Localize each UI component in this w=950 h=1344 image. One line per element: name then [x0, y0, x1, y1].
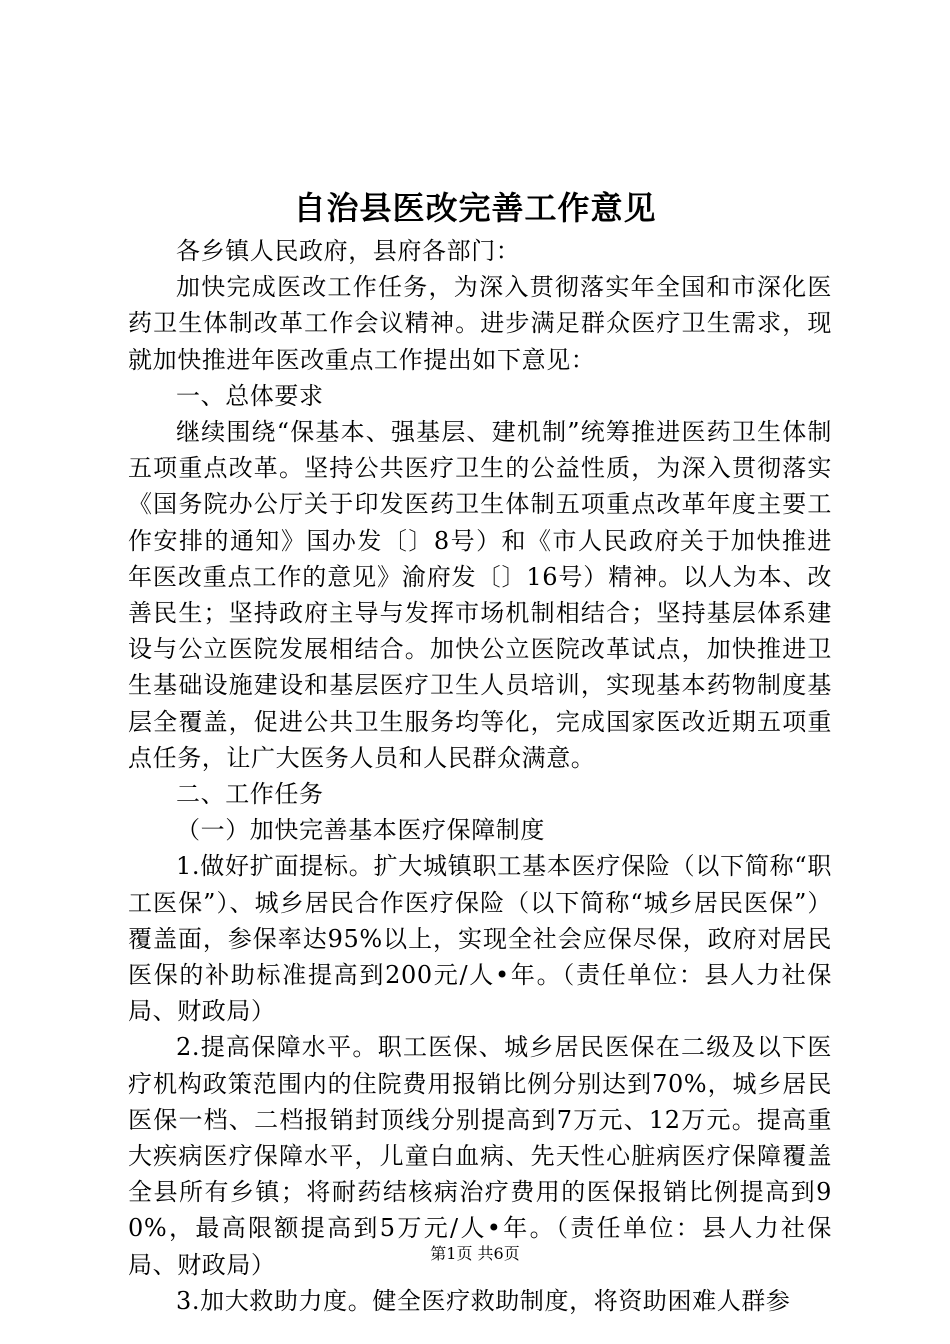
- intro-paragraph: 加快完成医改工作任务，为深入贯彻落实年全国和市深化医药卫生体制改革工作会议精神。进步满足群众医疗卫生需求，现就加快推进年医改重点工作提出如下意见：: [128, 273, 832, 374]
- document-body: [128, 233, 832, 1319]
- section-heading-work-tasks: 二、工作任务: [176, 780, 324, 809]
- salutation-paragraph: 各乡镇人民政府，县府各部门：: [176, 237, 521, 265]
- task-item-3: 3.加大救助力度。健全医疗救助制度，将资助困难人群参: [176, 1286, 791, 1315]
- task-item-1: 1.做好扩面提标。扩大城镇职工基本医疗保险（以下简称“职工医保”）、城乡居民合作医疗保险（以下简称“城乡居民医保”）覆盖面，参保率达95%以上，实现全社会应保尽保，政府对居民医保的补助标准提高到200元/人•年。（责任单位：县人力社保局、财政局）: [128, 852, 832, 1026]
- section-heading-general-requirements: 一、总体要求: [176, 381, 324, 410]
- subsection-heading-medical-insurance: （一）加快完善基本医疗保障制度: [176, 816, 545, 845]
- document-title: 自治县医改完善工作意见: [293, 189, 657, 227]
- task-item-2: 2.提高保障水平。职工医保、城乡居民医保在二级及以下医疗机构政策范围内的住院费用报销比例分别达到70%，城乡居民医保一档、二档报销封顶线分别提高到7万元、12万元。提高重大疾病医疗保障水平，儿童白血病、先天性心脏病医疗保障覆盖全县所有乡镇；将耐药结核病治疗费用的医保报销比例提高到90%，最高限额提高到5万元/人•年。（责任单位：县人力社保局、财政局）: [128, 1033, 832, 1279]
- general-requirements-paragraph: 继续围绕“保基本、强基层、建机制”统筹推进医药卫生体制五项重点改革。坚持公共医疗卫生的公益性质，为深入贯彻落实《国务院办公厅关于印发医药卫生体制五项重点改革年度主要工作安排的通知》国办发〔〕8号）和《市人民政府关于加快推进年医改重点工作的意见》渝府发〔〕16号）精神。以人为本、改善民生；坚持政府主导与发挥市场机制相结合；坚持基层体系建设与公立医院发展相结合。加快公立医院改革试点，加快推进卫生基础设施建设和基层医疗卫生人员培训，实现基本药物制度基层全覆盖，促进公共卫生服务均等化，完成国家医改近期五项重点任务，让广大医务人员和人民群众满意。: [128, 418, 832, 772]
- page-number-footer: 第1页 共6页: [430, 1244, 520, 1263]
